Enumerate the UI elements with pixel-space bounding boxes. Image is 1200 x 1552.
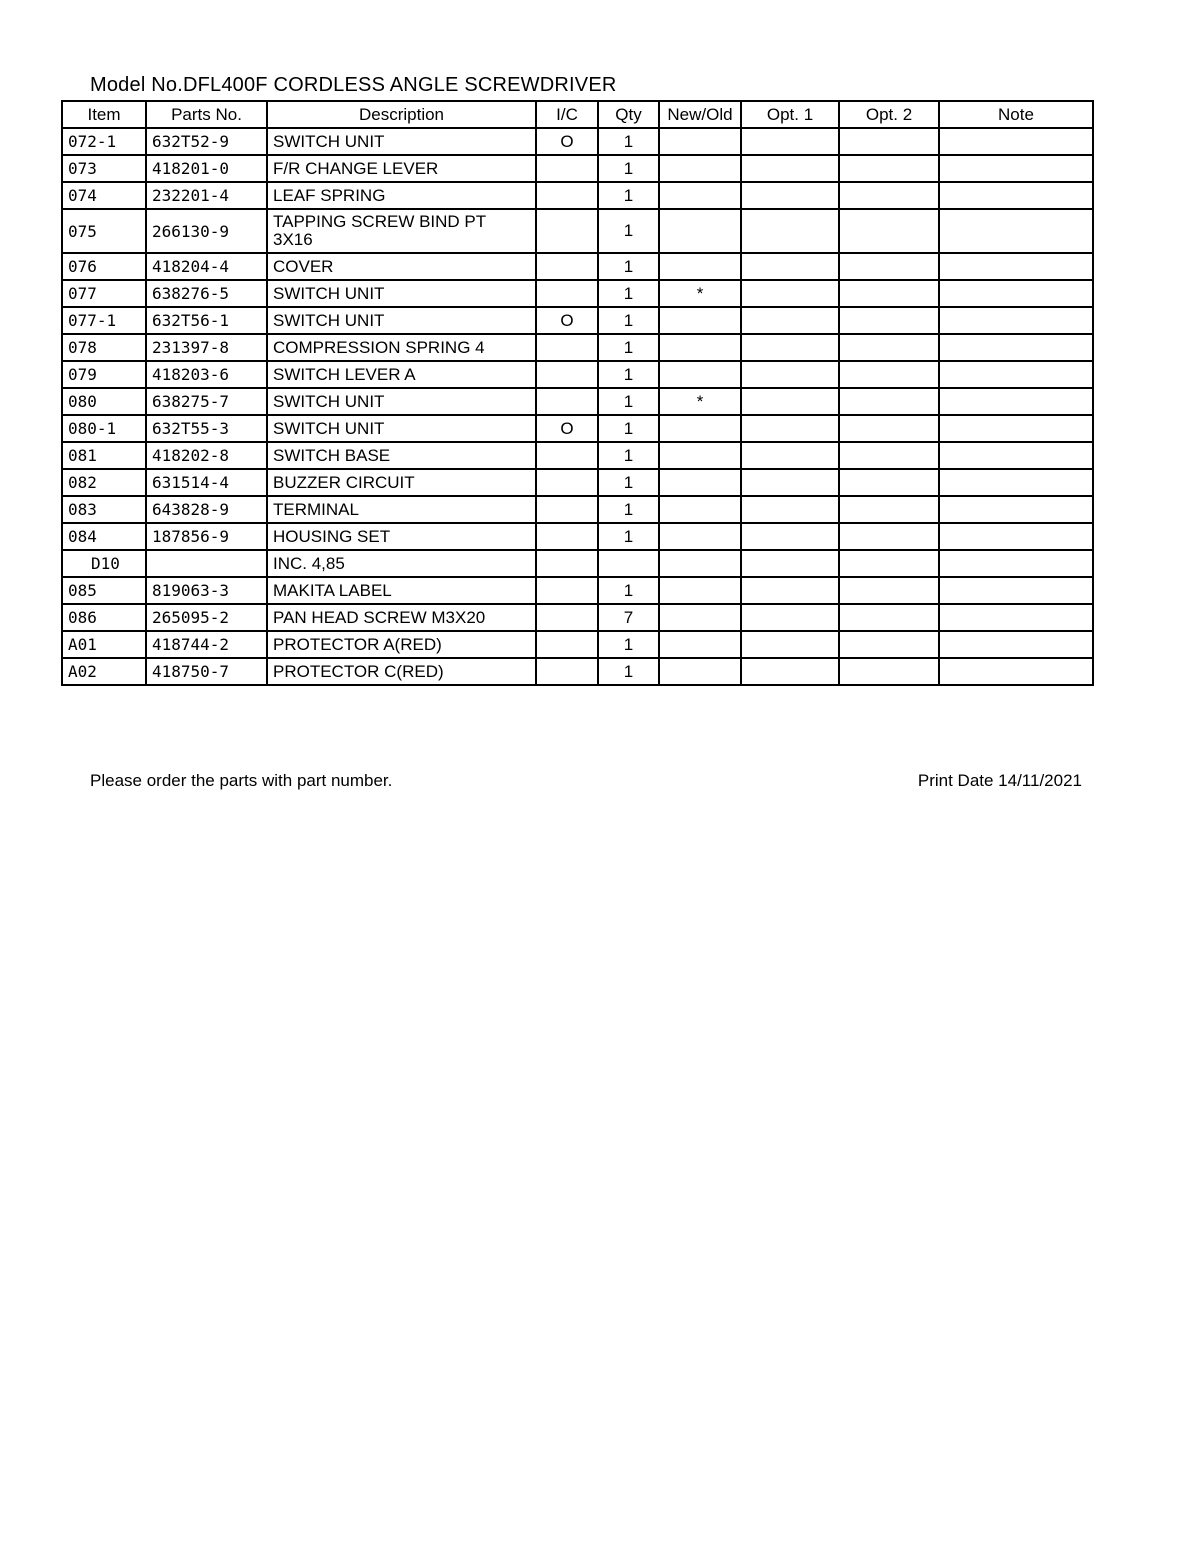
cell-opt-1 xyxy=(741,388,839,415)
table-row xyxy=(62,469,1093,496)
cell-description: HOUSING SET xyxy=(267,523,536,550)
cell-new-old xyxy=(659,577,741,604)
cell-item: 072-1 xyxy=(62,128,146,155)
cell-item: 077 xyxy=(62,280,146,307)
table-row xyxy=(62,361,1093,388)
cell-ic xyxy=(536,604,598,631)
table-row xyxy=(62,155,1093,182)
cell-note xyxy=(939,658,1093,685)
cell-description: SWITCH UNIT xyxy=(267,388,536,415)
cell-ic xyxy=(536,550,598,577)
table-row xyxy=(62,182,1093,209)
cell-parts-no: 418201-0 xyxy=(146,155,267,182)
cell-new-old xyxy=(659,361,741,388)
header-opt-2: Opt. 2 xyxy=(839,101,939,128)
cell-opt-2 xyxy=(839,280,939,307)
cell-new-old xyxy=(659,307,741,334)
cell-new-old xyxy=(659,209,741,253)
cell-parts-no: 632T56-1 xyxy=(146,307,267,334)
cell-qty: 1 xyxy=(598,209,659,253)
cell-item: 079 xyxy=(62,361,146,388)
cell-note xyxy=(939,280,1093,307)
table-row xyxy=(62,334,1093,361)
cell-opt-1 xyxy=(741,155,839,182)
cell-opt-1 xyxy=(741,577,839,604)
cell-opt-2 xyxy=(839,577,939,604)
cell-opt-1 xyxy=(741,550,839,577)
cell-parts-no: 418744-2 xyxy=(146,631,267,658)
cell-item: 073 xyxy=(62,155,146,182)
cell-new-old xyxy=(659,155,741,182)
cell-description: COVER xyxy=(267,253,536,280)
table-row xyxy=(62,307,1093,334)
cell-opt-2 xyxy=(839,361,939,388)
cell-qty: 1 xyxy=(598,334,659,361)
cell-parts-no: 418202-8 xyxy=(146,442,267,469)
cell-opt-2 xyxy=(839,307,939,334)
cell-opt-1 xyxy=(741,128,839,155)
cell-description: F/R CHANGE LEVER xyxy=(267,155,536,182)
table-row xyxy=(62,209,1093,253)
cell-opt-2 xyxy=(839,658,939,685)
cell-opt-1 xyxy=(741,496,839,523)
cell-new-old: * xyxy=(659,280,741,307)
cell-item: 083 xyxy=(62,496,146,523)
cell-description: BUZZER CIRCUIT xyxy=(267,469,536,496)
cell-parts-no: 418204-4 xyxy=(146,253,267,280)
cell-description: MAKITA LABEL xyxy=(267,577,536,604)
cell-new-old xyxy=(659,550,741,577)
cell-new-old xyxy=(659,604,741,631)
print-date: Print Date 14/11/2021 xyxy=(917,771,1082,790)
cell-qty: 1 xyxy=(598,280,659,307)
cell-description: SWITCH LEVER A xyxy=(267,361,536,388)
cell-note xyxy=(939,209,1093,253)
cell-description: PAN HEAD SCREW M3X20 xyxy=(267,604,536,631)
cell-description: LEAF SPRING xyxy=(267,182,536,209)
cell-qty: 1 xyxy=(598,577,659,604)
cell-note xyxy=(939,577,1093,604)
cell-note xyxy=(939,155,1093,182)
cell-parts-no: 819063-3 xyxy=(146,577,267,604)
cell-note xyxy=(939,469,1093,496)
cell-description: SWITCH BASE xyxy=(267,442,536,469)
table-row xyxy=(62,442,1093,469)
cell-description: PROTECTOR C(RED) xyxy=(267,658,536,685)
cell-item: 080 xyxy=(62,388,146,415)
cell-new-old xyxy=(659,415,741,442)
cell-new-old xyxy=(659,496,741,523)
cell-item: A02 xyxy=(62,658,146,685)
cell-description: SWITCH UNIT xyxy=(267,415,536,442)
cell-opt-1 xyxy=(741,442,839,469)
table-row xyxy=(62,658,1093,685)
cell-qty: 1 xyxy=(598,182,659,209)
cell-note xyxy=(939,550,1093,577)
cell-description: INC. 4,85 xyxy=(267,550,536,577)
cell-new-old xyxy=(659,631,741,658)
table-header-row xyxy=(62,101,1093,128)
cell-note xyxy=(939,361,1093,388)
cell-item: 086 xyxy=(62,604,146,631)
cell-new-old xyxy=(659,523,741,550)
table-row xyxy=(62,523,1093,550)
cell-ic xyxy=(536,182,598,209)
cell-opt-1 xyxy=(741,334,839,361)
cell-opt-1 xyxy=(741,253,839,280)
cell-qty: 1 xyxy=(598,388,659,415)
cell-parts-no: 187856-9 xyxy=(146,523,267,550)
cell-note xyxy=(939,128,1093,155)
cell-ic xyxy=(536,388,598,415)
cell-opt-1 xyxy=(741,604,839,631)
cell-qty: 1 xyxy=(598,523,659,550)
cell-item: 077-1 xyxy=(62,307,146,334)
cell-parts-no: 643828-9 xyxy=(146,496,267,523)
cell-new-old xyxy=(659,334,741,361)
header-description: Description xyxy=(267,101,536,128)
cell-parts-no: 232201-4 xyxy=(146,182,267,209)
cell-new-old xyxy=(659,442,741,469)
cell-ic xyxy=(536,209,598,253)
cell-parts-no: 266130-9 xyxy=(146,209,267,253)
cell-note xyxy=(939,307,1093,334)
cell-new-old xyxy=(659,469,741,496)
cell-item: A01 xyxy=(62,631,146,658)
table-row xyxy=(62,415,1093,442)
cell-ic xyxy=(536,631,598,658)
header-ic: I/C xyxy=(536,101,598,128)
cell-qty: 1 xyxy=(598,155,659,182)
cell-qty: 7 xyxy=(598,604,659,631)
table-row xyxy=(62,388,1093,415)
cell-parts-no: 418203-6 xyxy=(146,361,267,388)
cell-parts-no: 632T52-9 xyxy=(146,128,267,155)
cell-ic xyxy=(536,523,598,550)
cell-note xyxy=(939,334,1093,361)
cell-ic: O xyxy=(536,128,598,155)
page-title: Model No.DFL400F CORDLESS ANGLE SCREWDRIVER xyxy=(90,74,617,96)
cell-opt-2 xyxy=(839,442,939,469)
cell-opt-2 xyxy=(839,334,939,361)
cell-qty: 1 xyxy=(598,128,659,155)
table-row xyxy=(62,253,1093,280)
cell-description: SWITCH UNIT xyxy=(267,128,536,155)
cell-description: COMPRESSION SPRING 4 xyxy=(267,334,536,361)
cell-parts-no: 638275-7 xyxy=(146,388,267,415)
cell-opt-2 xyxy=(839,523,939,550)
cell-new-old xyxy=(659,182,741,209)
cell-ic xyxy=(536,334,598,361)
cell-qty xyxy=(598,550,659,577)
cell-opt-2 xyxy=(839,415,939,442)
cell-ic xyxy=(536,658,598,685)
header-note: Note xyxy=(939,101,1093,128)
cell-parts-no xyxy=(146,550,267,577)
cell-opt-2 xyxy=(839,631,939,658)
cell-opt-2 xyxy=(839,469,939,496)
cell-description: TAPPING SCREW BIND PT 3X16 xyxy=(267,209,536,253)
cell-item: 084 xyxy=(62,523,146,550)
cell-item: 075 xyxy=(62,209,146,253)
cell-opt-1 xyxy=(741,469,839,496)
cell-parts-no: 265095-2 xyxy=(146,604,267,631)
cell-note xyxy=(939,253,1093,280)
cell-qty: 1 xyxy=(598,631,659,658)
cell-qty: 1 xyxy=(598,361,659,388)
cell-item: 082 xyxy=(62,469,146,496)
cell-note xyxy=(939,523,1093,550)
header-new-old: New/Old xyxy=(659,101,741,128)
cell-parts-no: 231397-8 xyxy=(146,334,267,361)
cell-ic xyxy=(536,496,598,523)
cell-qty: 1 xyxy=(598,253,659,280)
table-row xyxy=(62,128,1093,155)
cell-opt-2 xyxy=(839,496,939,523)
cell-ic xyxy=(536,469,598,496)
cell-parts-no: 632T55-3 xyxy=(146,415,267,442)
cell-opt-1 xyxy=(741,631,839,658)
cell-opt-1 xyxy=(741,307,839,334)
cell-item: 085 xyxy=(62,577,146,604)
cell-opt-2 xyxy=(839,155,939,182)
cell-opt-2 xyxy=(839,253,939,280)
cell-qty: 1 xyxy=(598,658,659,685)
cell-ic xyxy=(536,442,598,469)
cell-note xyxy=(939,182,1093,209)
cell-opt-2 xyxy=(839,604,939,631)
cell-new-old xyxy=(659,253,741,280)
cell-item: 080-1 xyxy=(62,415,146,442)
cell-new-old: * xyxy=(659,388,741,415)
table-row xyxy=(62,550,1093,577)
table-row xyxy=(62,604,1093,631)
cell-note xyxy=(939,496,1093,523)
cell-opt-1 xyxy=(741,209,839,253)
cell-note xyxy=(939,604,1093,631)
cell-description: TERMINAL xyxy=(267,496,536,523)
cell-ic xyxy=(536,280,598,307)
table-row xyxy=(62,577,1093,604)
cell-qty: 1 xyxy=(598,496,659,523)
cell-description: SWITCH UNIT xyxy=(267,307,536,334)
cell-qty: 1 xyxy=(598,415,659,442)
table-row xyxy=(62,496,1093,523)
cell-qty: 1 xyxy=(598,442,659,469)
cell-ic xyxy=(536,577,598,604)
header-parts-no: Parts No. xyxy=(146,101,267,128)
cell-item: 076 xyxy=(62,253,146,280)
cell-parts-no: 638276-5 xyxy=(146,280,267,307)
cell-opt-2 xyxy=(839,182,939,209)
cell-note xyxy=(939,388,1093,415)
cell-ic: O xyxy=(536,415,598,442)
parts-table xyxy=(61,100,1094,686)
cell-ic xyxy=(536,253,598,280)
cell-item: D10 xyxy=(62,550,146,577)
cell-opt-2 xyxy=(839,388,939,415)
cell-parts-no: 418750-7 xyxy=(146,658,267,685)
header-opt-1: Opt. 1 xyxy=(741,101,839,128)
cell-qty: 1 xyxy=(598,469,659,496)
cell-opt-1 xyxy=(741,658,839,685)
cell-opt-2 xyxy=(839,550,939,577)
cell-item: 074 xyxy=(62,182,146,209)
cell-note xyxy=(939,631,1093,658)
cell-opt-1 xyxy=(741,280,839,307)
table-row xyxy=(62,280,1093,307)
cell-new-old xyxy=(659,128,741,155)
cell-description: PROTECTOR A(RED) xyxy=(267,631,536,658)
cell-opt-2 xyxy=(839,209,939,253)
cell-parts-no: 631514-4 xyxy=(146,469,267,496)
cell-ic: O xyxy=(536,307,598,334)
cell-note xyxy=(939,442,1093,469)
cell-opt-1 xyxy=(741,415,839,442)
cell-description: SWITCH UNIT xyxy=(267,280,536,307)
cell-opt-2 xyxy=(839,128,939,155)
cell-opt-1 xyxy=(741,523,839,550)
cell-new-old xyxy=(659,658,741,685)
cell-ic xyxy=(536,361,598,388)
header-item: Item xyxy=(62,101,146,128)
header-qty: Qty xyxy=(598,101,659,128)
cell-note xyxy=(939,415,1093,442)
order-note: Please order the parts with part number. xyxy=(90,771,393,790)
cell-item: 081 xyxy=(62,442,146,469)
table-row xyxy=(62,631,1093,658)
cell-item: 078 xyxy=(62,334,146,361)
cell-qty: 1 xyxy=(598,307,659,334)
cell-ic xyxy=(536,155,598,182)
cell-opt-1 xyxy=(741,361,839,388)
cell-opt-1 xyxy=(741,182,839,209)
